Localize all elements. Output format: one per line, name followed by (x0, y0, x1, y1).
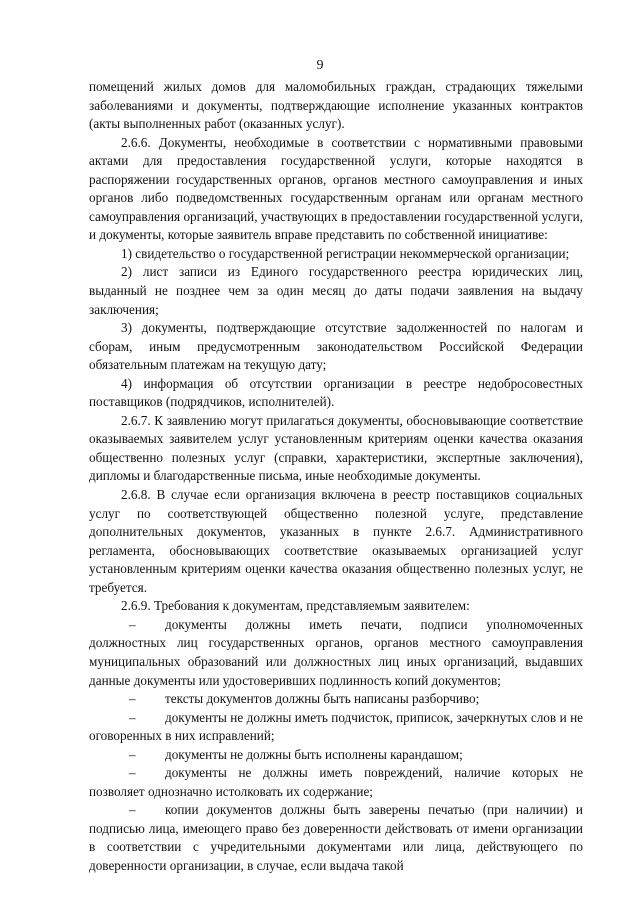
paragraph: 2.6.6. Документы, необходимые в соответствии с нормативными правовыми актами для предоставления государственной услуги, которые находятся в распоряжении государственных органов, органов местного самоуправления и иных органов либо подведомственных государственным органам или органам местного самоуправления организаций, участвующих в предоставлении государственной услуги, и документы, которые заявитель вправе представить по собственной инициативе: (89, 134, 583, 243)
list-item (89, 690, 583, 709)
paragraph: 2) лист записи из Единого государственного реестра юридических лиц, выданный не позднее чем за один месяц до даты подачи заявления на выдачу заключения; (89, 264, 583, 317)
list-item-text: документы должны иметь печати, подписи уполномоченных должностных лиц государственных органов, органов местного самоуправления муниципальных образований или должностных лиц иных организаций, выдавших данные документы или удостоверивших подлинность копий документов; (89, 616, 583, 688)
dash-bullet: – (129, 802, 136, 818)
paragraph: 3) документы, подтверждающие отсутствие задолженностей по налогам и сборам, иным предусмотренным законодательством Российской Федерации обязательным платежам на текущую дату; (89, 320, 583, 373)
paragraph: помещений жилых домов для маломобильных граждан, страдающих тяжелыми заболеваниями и документы, подтверждающие исполнение указанных контрактов (акты выполненных работ (оказанных услуг). (89, 79, 583, 132)
list-item-text: документы не должны иметь повреждений, наличие которых не позволяет однозначно истолковать их содержание; (89, 765, 583, 799)
paragraph: 1) свидетельство о государственной регистрации некоммерческой организации; (121, 245, 570, 261)
list-item-text: документы не должны иметь подчисток, приписок, зачеркнутых слов и не оговоренных в них исправлений; (89, 709, 583, 744)
list-item-text: копии документов должны быть заверены печатью (при наличии) и подписью лица, имеющего право без доверенности действовать от имени организации в соответствии с учредительными документами или лица, действующего по доверенности организации, в случае, если выдача такой (89, 802, 583, 873)
dash-bullet: – (129, 709, 136, 725)
list-item (89, 764, 583, 801)
document-body (89, 78, 583, 876)
dash-bullet: – (129, 746, 136, 762)
list-item-text: документы не должны быть исполнены карандашом; (165, 746, 463, 762)
dash-bullet: – (129, 765, 136, 781)
paragraph: 4) информация об отсутствии организации в реестре недобросовестных поставщиков (подрядчиков, исполнителей). (89, 375, 583, 410)
paragraph: 2.6.9. Требования к документам, представляемым заявителем: (121, 598, 470, 614)
list-item (89, 801, 583, 875)
paragraph: 2.6.8. В случае если организация включена в реестр поставщиков социальных услуг по соответствующей общественно полезной услуге, представление дополнительных документов, указанных в пункте 2.6.7. Административного регламента, обосновывающих соответствие оказываемых организацией услуг установленным критериям оценки качества оказания общественно полезных услуг, не требуется. (89, 487, 583, 595)
list-item (89, 709, 583, 746)
list-item (89, 746, 583, 765)
paragraph: 2.6.7. К заявлению могут прилагаться документы, обосновывающие соответствие оказываемых заявителем услуг установленным критериям оценки качества оказания общественно полезных услуг (справки, характеристики, экспертные заключения), дипломы и благодарственные письма, иные необходимые документы. (89, 412, 583, 484)
dash-bullet: – (129, 691, 136, 707)
dash-bullet: – (129, 616, 136, 632)
list-item-text: тексты документов должны быть написаны разборчиво; (165, 691, 480, 707)
list-item (89, 616, 583, 690)
page-number: 9 (316, 58, 324, 73)
